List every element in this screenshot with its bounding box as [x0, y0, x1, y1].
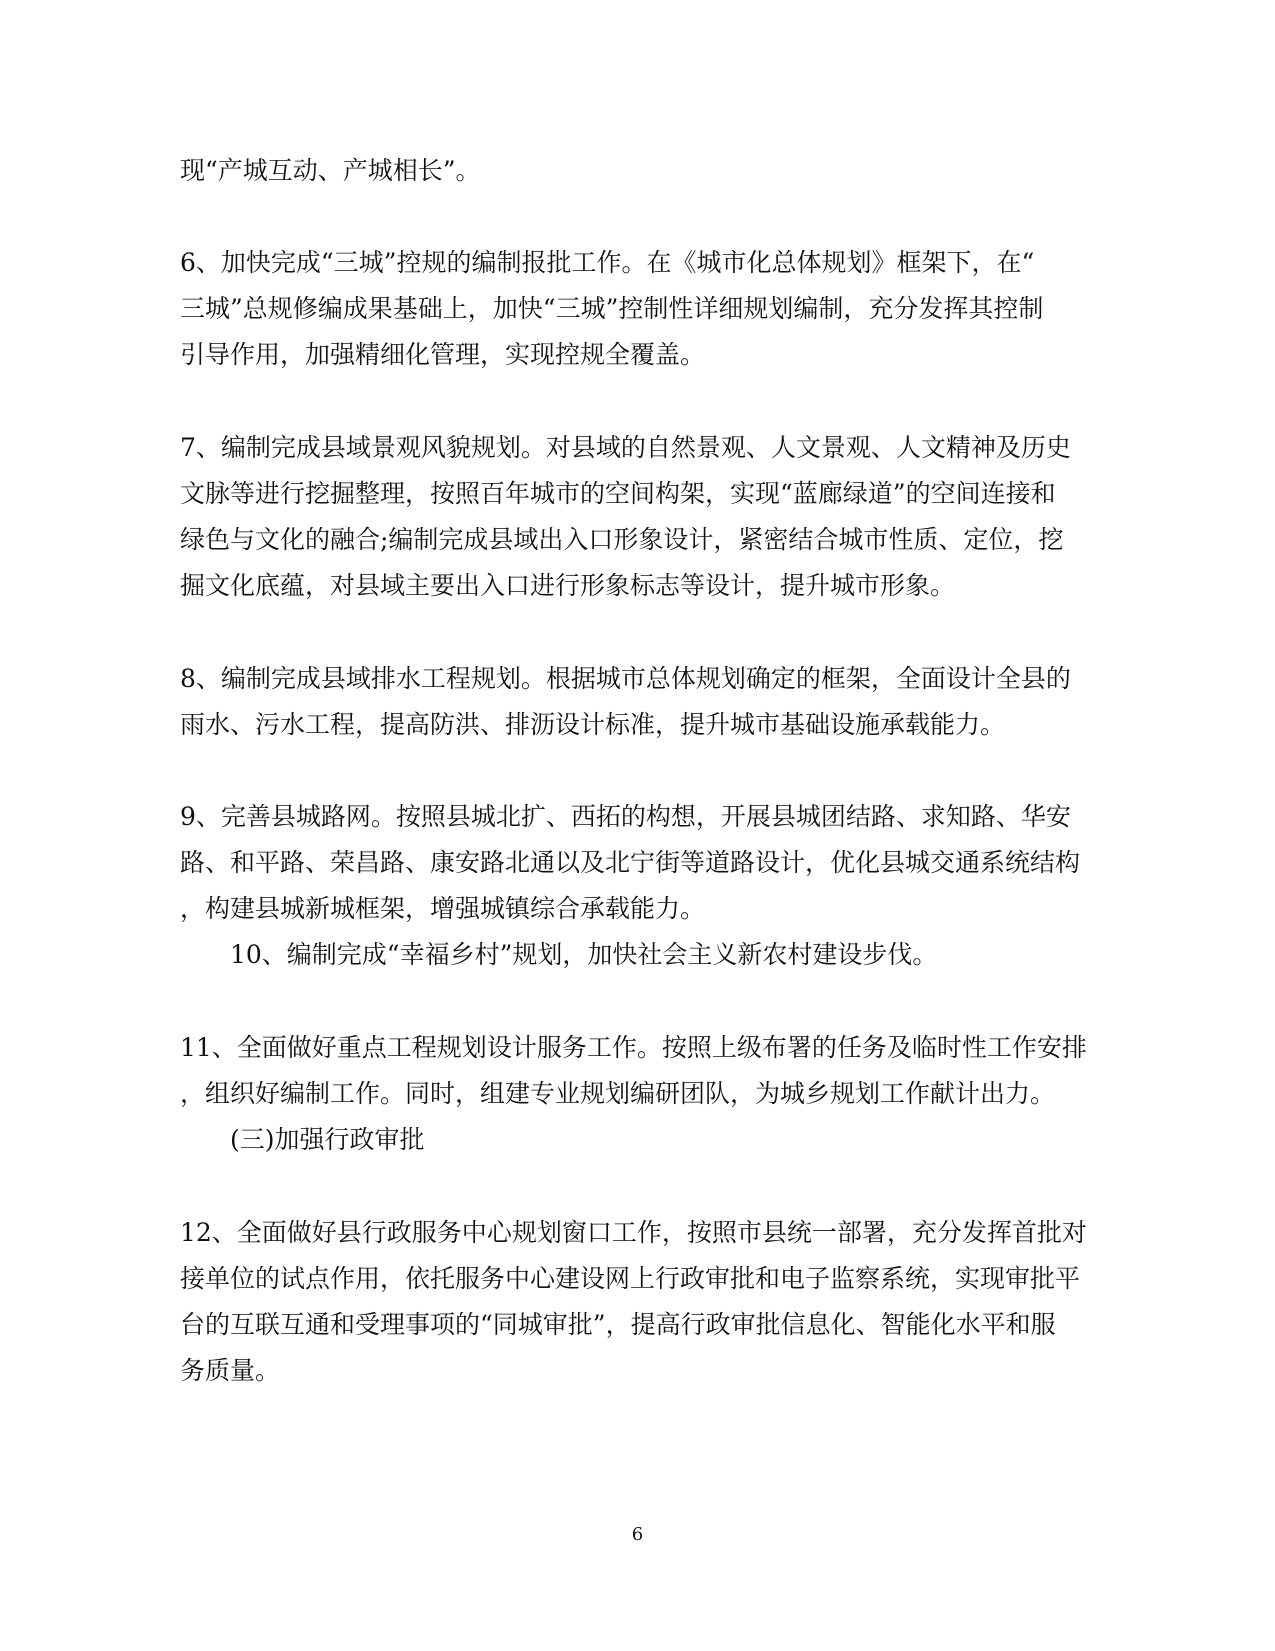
text-line: 三城”总规修编成果基础上，加快“三城”控制性详细规划编制，充分发挥其控制	[180, 294, 1044, 323]
text-line: 文脉等进行挖掘整理，按照百年城市的空间构架，实现“蓝廊绿道”的空间连接和	[180, 479, 1056, 508]
text-line: 引导作用，加强精细化管理，实现控规全覆盖。	[180, 340, 706, 369]
text-line: 现“产城互动、产城相长”。	[180, 156, 481, 185]
text-line: 9、完善县城路网。按照县城北扩、西拓的构想，开展县城团结路、求知路、华安	[180, 802, 1071, 831]
text-line: 6、加快完成“三城”控规的编制报批工作。在《城市化总体规划》框架下，在“	[180, 248, 1035, 277]
text-line: 雨水、污水工程，提高防洪、排沥设计标准，提升城市基础设施承载能力。	[180, 710, 1006, 739]
text-line: 台的互联互通和受理事项的“同城审批”，提高行政审批信息化、智能化水平和服	[180, 1310, 1056, 1339]
text-line: 务质量。	[180, 1356, 281, 1385]
text-line: 10、编制完成“幸福乡村”规划，加快社会主义新农村建设步伐。	[230, 940, 938, 969]
text-line: 路、和平路、荣昌路、康安路北通以及北宁街等道路设计，优化县城交通系统结构	[180, 848, 1081, 877]
text-line: ，构建县城新城框架，增强城镇综合承载能力。	[180, 894, 706, 923]
text-line: 7、编制完成县域景观风貌规划。对县域的自然景观、人文景观、人文精神及历史	[180, 433, 1071, 462]
text-line: 接单位的试点作用，依托服务中心建设网上行政审批和电子监察系统，实现审批平	[180, 1264, 1081, 1293]
text-line: 掘文化底蕴，对县域主要出入口进行形象标志等设计，提升城市形象。	[180, 571, 956, 600]
text-line: 绿色与文化的融合;编制完成县域出入口形象设计，紧密结合城市性质、定位，挖	[180, 525, 1064, 554]
text-line: ，组织好编制工作。同时，组建专业规划编研团队，为城乡规划工作献计出力。	[180, 1079, 1056, 1108]
text-line: 12、全面做好县行政服务中心规划窗口工作，按照市县统一部署，充分发挥首批对	[180, 1218, 1087, 1247]
text-line: 8、编制完成县域排水工程规划。根据城市总体规划确定的框架，全面设计全县的	[180, 664, 1071, 693]
section-heading: (三)加强行政审批	[230, 1125, 425, 1154]
page-number: 6	[631, 1524, 644, 1545]
text-line: 11、全面做好重点工程规划设计服务工作。按照上级布署的任务及临时性工作安排	[180, 1033, 1087, 1062]
